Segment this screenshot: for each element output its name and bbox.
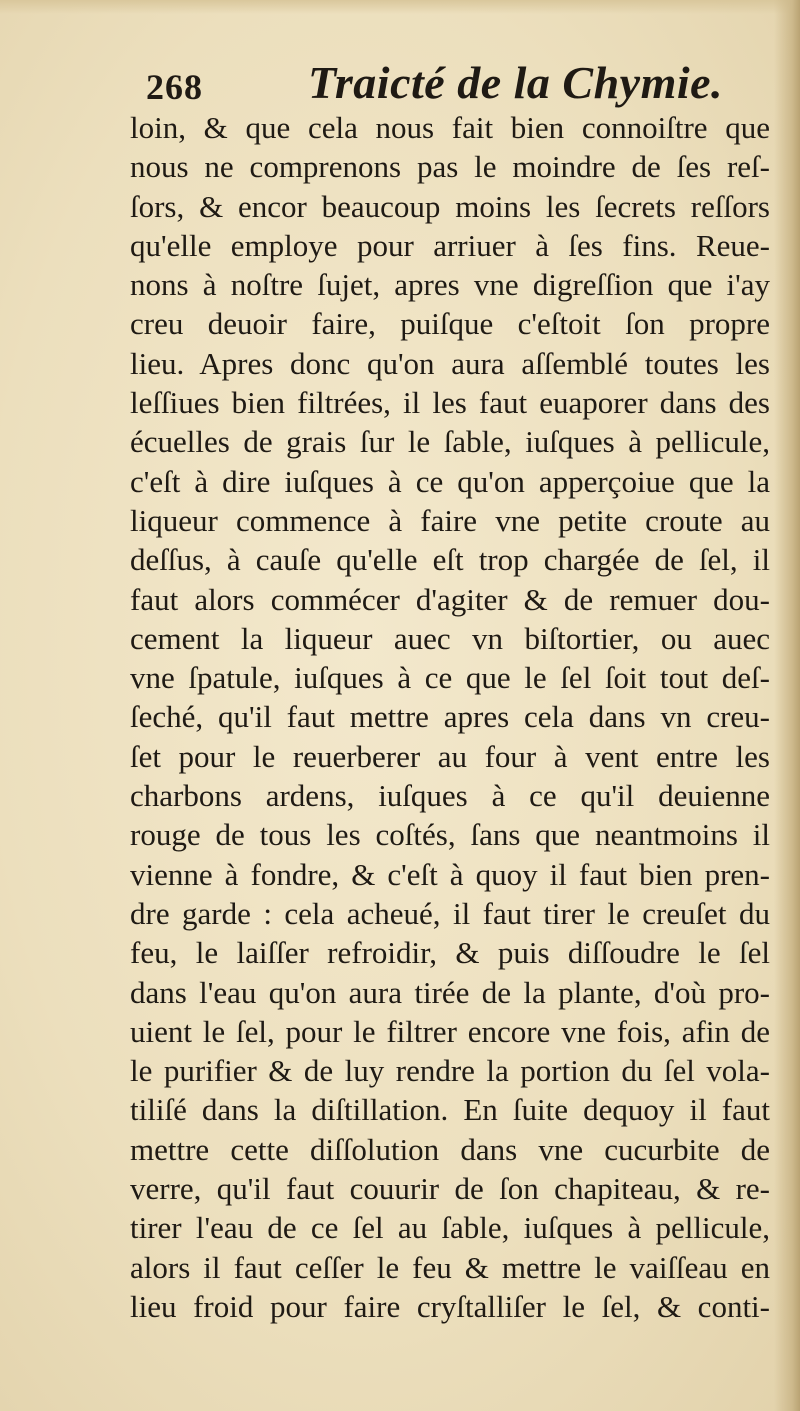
text-line: feu, le laiſſer refroidir, & puis diſſoudre le ſel — [130, 935, 770, 971]
text-line: vienne à fondre, & c'eſt à quoy il faut bien pren- — [130, 856, 770, 892]
text-line: écuelles de grais ſur le ſable, iuſques à pellicule, — [130, 424, 770, 460]
text-line: ſeché, qu'il faut mettre apres cela dans vn creu- — [130, 699, 770, 735]
text-line: ſet pour le reuerberer au four à vent entre les — [130, 738, 770, 774]
text-line: tiliſé dans la diſtillation. En ſuite dequoy il faut — [130, 1092, 770, 1128]
running-head — [140, 52, 724, 112]
text-line: qu'elle employe pour arriuer à ſes fins. Reue- — [130, 227, 770, 263]
text-line: lieu froid pour faire cryſtalliſer le ſel, & conti- — [130, 1288, 770, 1324]
text-line: dans l'eau qu'on aura tirée de la plante, d'où pro- — [130, 974, 770, 1010]
text-line: charbons ardens, iuſques à ce qu'il deuienne — [130, 778, 770, 814]
text-line: le purifier & de luy rendre la portion du ſel vola- — [130, 1053, 770, 1089]
body-text — [130, 108, 770, 1326]
page-number: 268 — [146, 67, 203, 107]
text-line: nous ne comprenons pas le moindre de ſes reſ- — [130, 149, 770, 185]
running-head-title: Traicté de la Chymie. — [308, 57, 724, 108]
text-line: dre garde : cela acheué, il faut tirer le creuſet du — [130, 895, 770, 931]
text-line: vne ſpatule, iuſques à ce que le ſel ſoit tout deſ- — [130, 660, 770, 696]
text-line: loin, & que cela nous fait bien connoiſtre que — [130, 110, 770, 145]
page-gutter-shadow — [774, 0, 800, 1411]
text-line: ſors, & encor beaucoup moins les ſecrets reſſors — [130, 188, 770, 224]
text-line: alors il faut ceſſer le feu & mettre le vaiſſeau en — [130, 1249, 770, 1285]
text-line: c'eſt à dire iuſques à ce qu'on apperçoiue que la — [130, 463, 770, 499]
text-line: leſſiues bien filtrées, il les faut euaporer dans des — [130, 385, 770, 421]
text-line: rouge de tous les coſtés, ſans que neantmoins il — [130, 817, 770, 853]
text-line: deſſus, à cauſe qu'elle eſt trop chargée de ſel, il — [130, 542, 770, 578]
page-top-edge — [0, 0, 800, 14]
text-line: liqueur commence à faire vne petite croute au — [130, 502, 770, 538]
text-line: creu deuoir faire, puiſque c'eſtoit ſon propre — [130, 306, 770, 342]
text-line: uient le ſel, pour le filtrer encore vne fois, afin de — [130, 1013, 770, 1049]
text-line: lieu. Apres donc qu'on aura aſſemblé toutes les — [130, 345, 770, 381]
text-line: cement la liqueur auec vn biſtortier, ou auec — [130, 620, 770, 656]
text-line: faut alors commécer d'agiter & de remuer dou- — [130, 581, 770, 617]
text-line: verre, qu'il faut couurir de ſon chapiteau, & re- — [130, 1171, 770, 1207]
text-line: tirer l'eau de ce ſel au ſable, iuſques à pellicule, — [130, 1210, 770, 1246]
text-line: mettre cette diſſolution dans vne cucurbite de — [130, 1131, 770, 1167]
text-line: nons à noſtre ſujet, apres vne digreſſion que i'ay — [130, 267, 770, 303]
